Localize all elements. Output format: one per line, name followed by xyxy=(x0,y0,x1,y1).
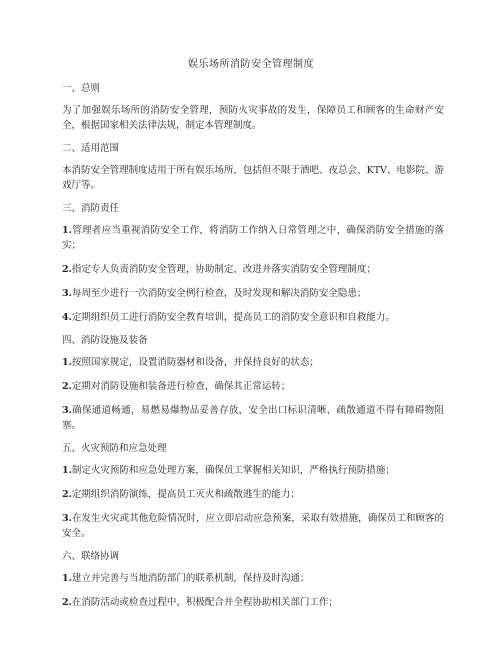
item-text: 管理者应当重视消防安全工作，将消防工作纳入日常管理之中，确保消防安全措施的落实； xyxy=(62,225,444,251)
section-heading: 六、联络协调 xyxy=(62,551,120,562)
section-heading: 五、火灾预防和应急处理 xyxy=(62,443,167,454)
item-text: 建立并完善与当地消防部门的联系机制，保持及时沟通； xyxy=(71,573,310,584)
item-number: 2. xyxy=(62,597,72,608)
item-number: 3. xyxy=(62,513,72,524)
section-heading: 一、总则 xyxy=(62,83,101,94)
item-number: 1. xyxy=(62,357,72,368)
list-item xyxy=(62,595,444,610)
list-item xyxy=(62,310,444,325)
item-text: 定期组织消防演练，提高员工灭火和疏散逃生的能力； xyxy=(71,489,300,500)
list-item xyxy=(62,379,444,394)
list-item xyxy=(62,487,444,502)
list-item xyxy=(62,355,444,370)
item-number: 1. xyxy=(62,465,72,476)
item-text: 按照国家规定，设置消防器材和设备，并保持良好的状态； xyxy=(71,357,319,368)
section-heading: 四、消防设施及装备 xyxy=(62,335,148,346)
document-title: 娱乐场所消防安全管理制度 xyxy=(188,59,314,70)
section-heading: 二、适用范围 xyxy=(62,143,120,154)
item-text: 在消防活动或检查过程中，积极配合并全程协助相关部门工作； xyxy=(71,597,338,608)
section-paragraph: 为了加强娱乐场所的消防安全管理，预防火灾事故的发生，保障员工和顾客的生命财产安全，根据国家相关法律法规，制定本管理制度。 xyxy=(62,105,444,131)
document-body xyxy=(62,82,444,619)
item-number: 3. xyxy=(62,405,72,416)
item-number: 2. xyxy=(62,489,72,500)
list-item xyxy=(62,223,444,253)
list-item xyxy=(62,571,444,586)
list-item xyxy=(62,262,444,277)
item-number: 3. xyxy=(62,288,72,299)
list-item xyxy=(62,511,444,541)
item-text: 确保通道畅通，易燃易爆物品妥善存放，安全出口标识清晰，疏散通道不得有障碍物阻塞。 xyxy=(62,405,444,431)
item-text: 指定专人负责消防安全管理，协助制定、改进并落实消防安全管理制度； xyxy=(71,264,376,275)
item-text: 在发生火灾或其他危险情况时，应立即启动应急预案，采取有效措施，确保员工和顾客的安全。 xyxy=(62,513,444,539)
list-item xyxy=(62,286,444,301)
item-number: 1. xyxy=(62,225,72,236)
item-number: 4. xyxy=(62,312,72,323)
item-text: 制定火灾预防和应急处理方案，确保员工掌握相关知识，严格执行预防措施； xyxy=(71,465,395,476)
item-number: 1. xyxy=(62,573,72,584)
item-number: 2. xyxy=(62,264,72,275)
item-number: 2. xyxy=(62,381,72,392)
list-item xyxy=(62,463,444,478)
list-item xyxy=(62,403,444,433)
section-paragraph: 本消防安全管理制度适用于所有娱乐场所，包括但不限于酒吧、夜总会、KTV、电影院、游戏厅等。 xyxy=(62,165,444,191)
item-text: 定期对消防设施和装备进行检查，确保其正常运转； xyxy=(71,381,291,392)
item-text: 定期组织员工进行消防安全教育培训，提高员工的消防安全意识和自救能力。 xyxy=(71,312,395,323)
item-text: 每周至少进行一次消防安全例行检查，及时发现和解决消防安全隐患； xyxy=(71,288,367,299)
section-heading: 三、消防责任 xyxy=(62,203,120,214)
